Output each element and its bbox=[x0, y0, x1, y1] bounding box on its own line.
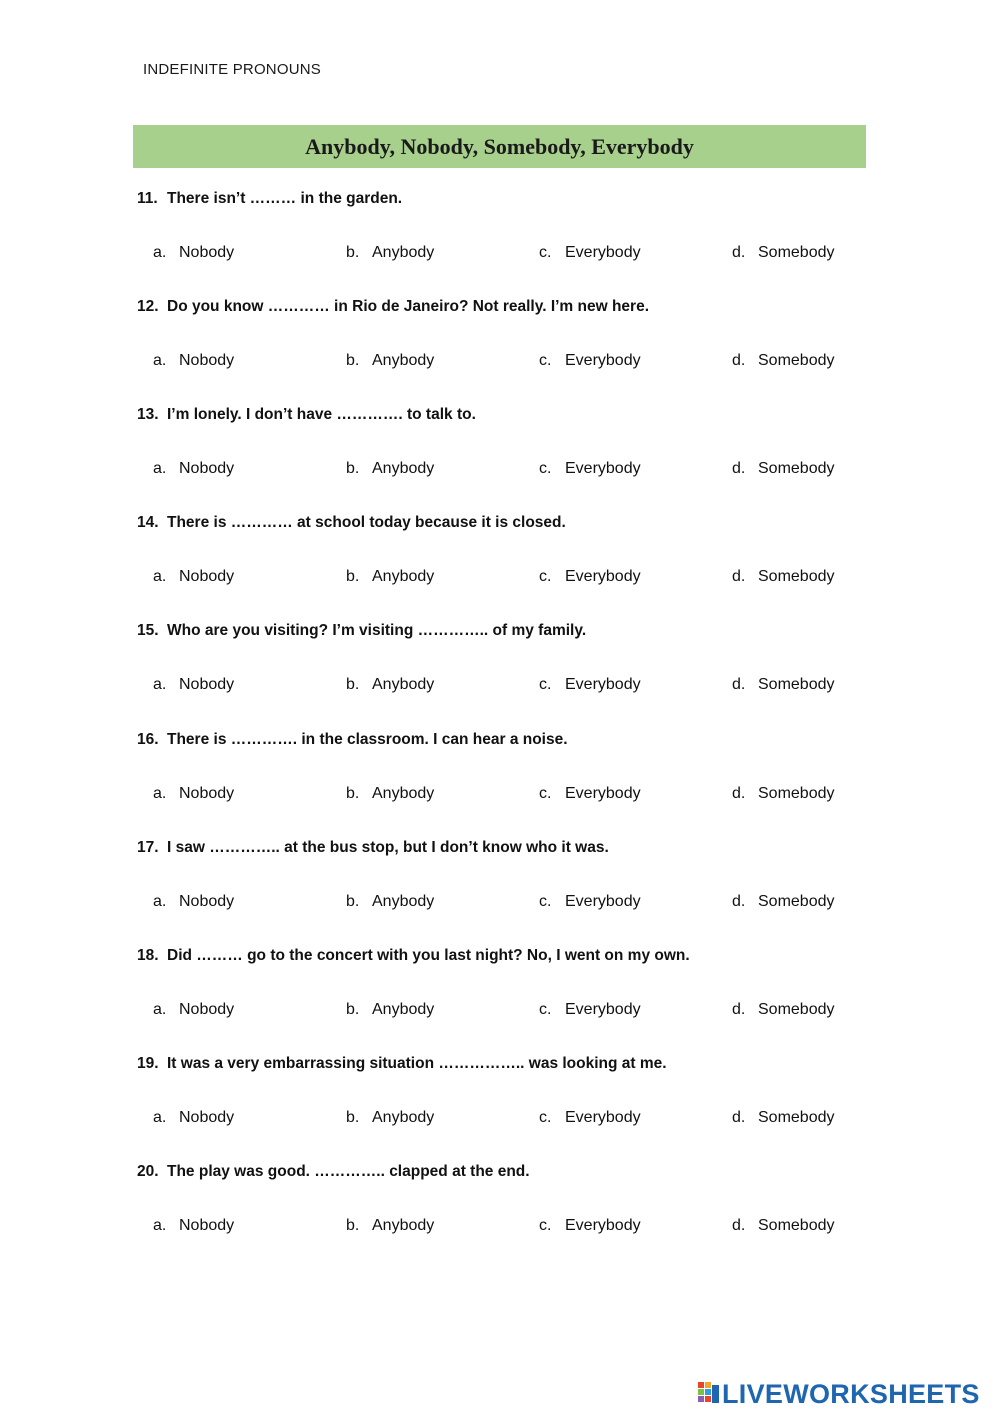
option-letter: c. bbox=[539, 244, 552, 261]
question-prompt: Do you know ………… in Rio de Janeiro? Not really. I’m new here. bbox=[167, 298, 650, 316]
option-text: Nobody bbox=[179, 676, 235, 694]
answer-option-a[interactable] bbox=[153, 676, 234, 694]
question-number: 11. bbox=[137, 190, 158, 207]
question-text bbox=[137, 1163, 530, 1181]
option-letter: d. bbox=[732, 784, 746, 802]
question-prompt: I’m lonely. I don’t have …………. to talk to. bbox=[167, 406, 476, 424]
answer-option-c[interactable] bbox=[539, 893, 641, 911]
option-letter: b. bbox=[346, 460, 360, 478]
title-banner bbox=[133, 125, 866, 168]
option-text: Somebody bbox=[758, 568, 835, 586]
answer-option-c[interactable] bbox=[539, 785, 641, 803]
option-text: Nobody bbox=[179, 352, 235, 370]
option-text: Everybody bbox=[565, 568, 641, 586]
option-letter: d. bbox=[732, 460, 746, 478]
answer-option-d[interactable] bbox=[732, 893, 835, 911]
answer-option-d[interactable] bbox=[732, 1001, 835, 1019]
question-number: 17. bbox=[137, 838, 159, 856]
option-text: Nobody bbox=[179, 1216, 235, 1234]
option-letter: a. bbox=[153, 1216, 167, 1234]
answer-option-d[interactable] bbox=[732, 676, 835, 694]
option-letter: a. bbox=[153, 892, 167, 910]
answer-option-b[interactable] bbox=[346, 460, 434, 478]
answer-option-c[interactable] bbox=[539, 460, 641, 478]
liveworksheets-logo-icon bbox=[698, 1382, 720, 1406]
option-letter: b. bbox=[346, 784, 360, 802]
answer-option-d[interactable] bbox=[732, 244, 835, 262]
answer-option-d[interactable] bbox=[732, 1109, 835, 1127]
option-letter: b. bbox=[346, 568, 360, 586]
option-letter: c. bbox=[539, 1216, 552, 1234]
question-prompt: I saw ………….. at the bus stop, but I don’t know who it was. bbox=[167, 838, 609, 856]
option-letter: a. bbox=[153, 568, 167, 586]
question-number: 19. bbox=[137, 1054, 159, 1072]
answer-option-c[interactable] bbox=[539, 352, 641, 370]
option-letter: b. bbox=[346, 676, 360, 694]
option-text: Nobody bbox=[179, 892, 235, 910]
question-item bbox=[0, 298, 1000, 406]
option-letter: c. bbox=[539, 1000, 552, 1018]
option-letter: c. bbox=[539, 460, 552, 478]
answer-option-b[interactable] bbox=[346, 676, 434, 694]
question-prompt: The play was good. ………….. clapped at the end. bbox=[167, 1162, 530, 1180]
question-prompt: There is …………. in the classroom. I can hear a noise. bbox=[167, 730, 568, 748]
answer-option-d[interactable] bbox=[732, 352, 835, 370]
option-letter: a. bbox=[153, 676, 167, 694]
question-text bbox=[137, 298, 649, 316]
option-text: Everybody bbox=[565, 676, 641, 694]
option-text: Anybody bbox=[372, 1216, 435, 1234]
option-letter: a. bbox=[153, 460, 167, 478]
option-text: Nobody bbox=[179, 460, 235, 478]
answer-option-b[interactable] bbox=[346, 244, 434, 262]
option-letter: d. bbox=[732, 676, 746, 694]
option-text: Anybody bbox=[372, 244, 435, 261]
question-item bbox=[0, 947, 1000, 1055]
question-number: 15. bbox=[137, 622, 159, 640]
answer-option-c[interactable] bbox=[539, 1001, 641, 1019]
answer-option-a[interactable] bbox=[153, 1109, 234, 1127]
option-text: Anybody bbox=[372, 1108, 435, 1126]
option-text: Somebody bbox=[758, 460, 835, 478]
option-text: Nobody bbox=[179, 568, 235, 586]
option-text: Somebody bbox=[758, 1000, 835, 1018]
option-text: Nobody bbox=[179, 784, 235, 802]
answer-option-b[interactable] bbox=[346, 1001, 434, 1019]
question-item bbox=[0, 731, 1000, 839]
answer-option-a[interactable] bbox=[153, 244, 234, 262]
answer-option-b[interactable] bbox=[346, 1109, 434, 1127]
question-text bbox=[137, 190, 402, 208]
option-letter: d. bbox=[732, 568, 746, 586]
option-text: Everybody bbox=[565, 784, 641, 802]
option-letter: c. bbox=[539, 568, 552, 586]
option-text: Somebody bbox=[758, 352, 835, 370]
question-number: 13. bbox=[137, 406, 159, 424]
answer-option-c[interactable] bbox=[539, 1217, 641, 1235]
answer-option-d[interactable] bbox=[732, 568, 835, 586]
answer-option-b[interactable] bbox=[346, 352, 434, 370]
option-text: Somebody bbox=[758, 892, 835, 910]
option-text: Anybody bbox=[372, 460, 435, 478]
question-text bbox=[137, 839, 609, 857]
option-letter: c. bbox=[539, 1108, 552, 1126]
option-text: Somebody bbox=[758, 1108, 835, 1126]
answer-option-b[interactable] bbox=[346, 785, 434, 803]
option-text: Everybody bbox=[565, 892, 641, 910]
option-letter: c. bbox=[539, 892, 552, 910]
question-item bbox=[0, 190, 1000, 298]
option-text: Everybody bbox=[565, 1000, 641, 1018]
option-text: Nobody bbox=[179, 244, 235, 261]
question-number: 16. bbox=[137, 730, 159, 748]
question-prompt: There is ………… at school today because it is closed. bbox=[167, 514, 566, 532]
answer-option-a[interactable] bbox=[153, 1001, 234, 1019]
option-letter: d. bbox=[732, 892, 746, 910]
question-prompt: It was a very embarrassing situation …………….. was looking at me. bbox=[167, 1054, 667, 1072]
option-text: Somebody bbox=[758, 784, 835, 802]
answer-option-a[interactable] bbox=[153, 460, 234, 478]
question-text bbox=[137, 406, 476, 424]
option-letter: a. bbox=[153, 244, 167, 261]
question-number: 18. bbox=[137, 946, 159, 964]
option-text: Everybody bbox=[565, 1108, 641, 1126]
answer-option-b[interactable] bbox=[346, 568, 434, 586]
answer-option-c[interactable] bbox=[539, 1109, 641, 1127]
option-letter: d. bbox=[732, 1108, 746, 1126]
question-item bbox=[0, 839, 1000, 947]
question-text bbox=[137, 514, 566, 532]
option-text: Everybody bbox=[565, 352, 641, 370]
option-text: Anybody bbox=[372, 676, 435, 694]
option-text: Somebody bbox=[758, 676, 835, 694]
answer-option-a[interactable] bbox=[153, 1217, 234, 1235]
option-letter: c. bbox=[539, 784, 552, 802]
option-text: Nobody bbox=[179, 1108, 235, 1126]
option-letter: c. bbox=[539, 352, 552, 370]
question-text bbox=[137, 947, 690, 965]
worksheet-topic-label: INDEFINITE PRONOUNS bbox=[143, 61, 321, 78]
answer-option-d[interactable] bbox=[732, 460, 835, 478]
option-text: Nobody bbox=[179, 1000, 235, 1018]
option-letter: a. bbox=[153, 784, 167, 802]
option-letter: d. bbox=[732, 352, 746, 370]
question-prompt: There isn’t ……… in the garden. bbox=[167, 190, 403, 207]
option-text: Anybody bbox=[372, 892, 435, 910]
liveworksheets-logo-text: LIVEWORKSHEETS bbox=[722, 1378, 980, 1409]
option-letter: b. bbox=[346, 1108, 360, 1126]
question-text bbox=[137, 622, 586, 640]
option-letter: d. bbox=[732, 1216, 746, 1234]
answer-option-a[interactable] bbox=[153, 785, 234, 803]
option-letter: b. bbox=[346, 352, 360, 370]
option-letter: b. bbox=[346, 892, 360, 910]
question-prompt: Did ……… go to the concert with you last night? No, I went on my own. bbox=[167, 946, 690, 964]
question-item bbox=[0, 406, 1000, 514]
option-text: Anybody bbox=[372, 568, 435, 586]
answer-option-d[interactable] bbox=[732, 1217, 835, 1235]
answer-option-c[interactable] bbox=[539, 676, 641, 694]
worksheet-title: Anybody, Nobody, Somebody, Everybody bbox=[305, 133, 694, 159]
option-letter: c. bbox=[539, 676, 552, 694]
question-item bbox=[0, 514, 1000, 622]
option-text: Everybody bbox=[565, 244, 641, 261]
answer-option-b[interactable] bbox=[346, 1217, 434, 1235]
option-letter: d. bbox=[732, 1000, 746, 1018]
question-text bbox=[137, 731, 568, 749]
answer-option-d[interactable] bbox=[732, 785, 835, 803]
option-text: Somebody bbox=[758, 1216, 835, 1234]
answer-option-a[interactable] bbox=[153, 893, 234, 911]
option-text: Anybody bbox=[372, 1000, 435, 1018]
liveworksheets-logo bbox=[698, 1378, 980, 1410]
answer-option-c[interactable] bbox=[539, 244, 641, 262]
answer-option-b[interactable] bbox=[346, 893, 434, 911]
question-text bbox=[137, 1055, 667, 1073]
question-number: 12. bbox=[137, 298, 159, 316]
option-text: Anybody bbox=[372, 352, 435, 370]
option-letter: b. bbox=[346, 1216, 360, 1234]
option-text: Somebody bbox=[758, 244, 835, 261]
answer-option-a[interactable] bbox=[153, 568, 234, 586]
question-item bbox=[0, 1055, 1000, 1163]
option-letter: a. bbox=[153, 1000, 167, 1018]
answer-option-a[interactable] bbox=[153, 352, 234, 370]
question-item bbox=[0, 1163, 1000, 1271]
question-number: 14. bbox=[137, 514, 159, 532]
option-text: Everybody bbox=[565, 460, 641, 478]
option-letter: b. bbox=[346, 1000, 360, 1018]
option-letter: d. bbox=[732, 244, 746, 261]
option-text: Anybody bbox=[372, 784, 435, 802]
option-letter: b. bbox=[346, 244, 360, 261]
question-prompt: Who are you visiting? I’m visiting ………….. of my family. bbox=[167, 622, 587, 640]
option-letter: a. bbox=[153, 352, 167, 370]
answer-option-c[interactable] bbox=[539, 568, 641, 586]
question-item bbox=[0, 622, 1000, 730]
question-number: 20. bbox=[137, 1162, 159, 1180]
option-letter: a. bbox=[153, 1108, 167, 1126]
option-text: Everybody bbox=[565, 1216, 641, 1234]
